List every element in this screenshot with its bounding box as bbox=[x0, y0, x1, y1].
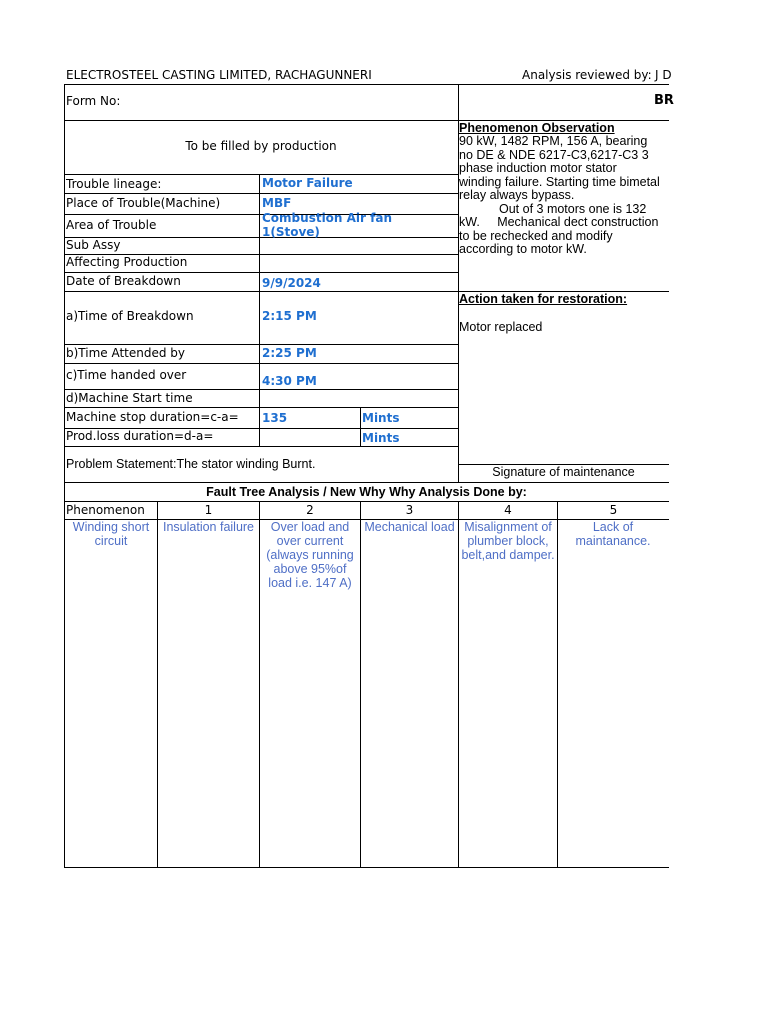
action-text: Motor replaced bbox=[459, 320, 543, 334]
area-of-trouble-label: Area of Trouble bbox=[66, 218, 157, 232]
time-attended-label: b)Time Attended by bbox=[66, 346, 186, 360]
machine-stop-duration-label: Machine stop duration=c-a= bbox=[66, 410, 239, 424]
fault-tree-cell-why-4: Misalignment of plumber block, belt,and damper. bbox=[461, 520, 555, 562]
area-of-trouble-value-line2: 1(Stove) bbox=[262, 225, 320, 239]
fault-tree-cell-why-3: Mechanical load bbox=[364, 520, 455, 534]
time-of-breakdown-label: a)Time of Breakdown bbox=[66, 309, 194, 323]
fault-tree-title: Fault Tree Analysis / New Why Why Analysis Done by: bbox=[206, 485, 527, 499]
fault-tree-header-why-1: 1 bbox=[204, 503, 213, 517]
prod-loss-duration-label: Prod.loss duration=d-a= bbox=[66, 429, 214, 443]
fault-tree-cell-why-1: Insulation failure bbox=[162, 520, 255, 534]
company-name: ELECTROSTEEL CASTING LIMITED, RACHAGUNNERI bbox=[66, 68, 372, 82]
trouble-lineage-label: Trouble lineage: bbox=[66, 177, 162, 191]
fault-tree-cell-why-2: Over load and over current (always running above 95%of load i.e. 147 A) bbox=[266, 520, 354, 590]
sub-assy-label: Sub Assy bbox=[66, 238, 121, 252]
affecting-production-label: Affecting Production bbox=[66, 255, 188, 269]
fault-tree-header-why-5: 5 bbox=[609, 503, 618, 517]
fault-tree-cell-phenomenon: Winding short circuit bbox=[72, 520, 150, 548]
reviewed-by-value: J D bbox=[655, 68, 672, 82]
production-note: To be filled by production bbox=[185, 139, 337, 153]
fault-tree-cell-why-5: Lack of maintanance. bbox=[575, 520, 651, 548]
problem-statement: Problem Statement:The stator winding Burnt. bbox=[66, 457, 316, 471]
prod-loss-duration-unit: Mints bbox=[362, 431, 400, 445]
observation-line: Out of 3 motors one is 132 bbox=[499, 201, 647, 216]
fault-tree-header-why-4: 4 bbox=[504, 503, 512, 517]
observation-line: phase induction motor stator bbox=[459, 161, 617, 175]
form-no-label: Form No: bbox=[66, 94, 121, 108]
date-of-breakdown-value: 9/9/2024 bbox=[262, 276, 321, 290]
place-of-trouble-value: MBF bbox=[262, 196, 292, 210]
observation-line: 90 kW, 1482 RPM, 156 A, bearing bbox=[459, 134, 648, 148]
place-of-trouble-label: Place of Trouble(Machine) bbox=[66, 196, 221, 210]
observation-line: no DE & NDE 6217-C3,6217-C3 3 bbox=[459, 147, 649, 162]
form-title: BR bbox=[654, 93, 674, 108]
observation-title: Phenomenon Observation bbox=[459, 121, 615, 135]
time-of-breakdown-value: 2:15 PM bbox=[262, 309, 317, 323]
machine-stop-duration-unit: Mints bbox=[362, 411, 400, 425]
date-of-breakdown-label: Date of Breakdown bbox=[66, 274, 181, 288]
observation-line: according to motor kW. bbox=[459, 242, 587, 256]
machine-stop-duration-value: 135 bbox=[262, 411, 288, 425]
observation-line: kW. Mechanical dect construction bbox=[459, 215, 659, 229]
area-of-trouble-value-line1: Combustion Air fan bbox=[262, 211, 393, 225]
fault-tree-header-why-3: 3 bbox=[405, 503, 414, 517]
observation-line: to be rechecked and modify bbox=[459, 228, 613, 243]
time-handed-over-label: c)Time handed over bbox=[66, 368, 187, 382]
observation-line: winding failure. Starting time bimetal bbox=[459, 174, 660, 189]
action-title: Action taken for restoration: bbox=[459, 292, 628, 306]
time-attended-value: 2:25 PM bbox=[262, 346, 317, 360]
fault-tree-header-why-2: 2 bbox=[306, 503, 314, 517]
reviewed-by-label: Analysis reviewed by: bbox=[522, 68, 652, 82]
observation-text bbox=[459, 135, 669, 257]
time-handed-over-value: 4:30 PM bbox=[262, 374, 317, 388]
fault-tree-header-phenomenon: Phenomenon bbox=[66, 503, 145, 517]
machine-start-time-label: d)Machine Start time bbox=[66, 391, 193, 405]
signature-label: Signature of maintenance bbox=[492, 465, 635, 479]
trouble-lineage-value: Motor Failure bbox=[262, 176, 353, 190]
observation-line: relay always bypass. bbox=[459, 188, 575, 202]
